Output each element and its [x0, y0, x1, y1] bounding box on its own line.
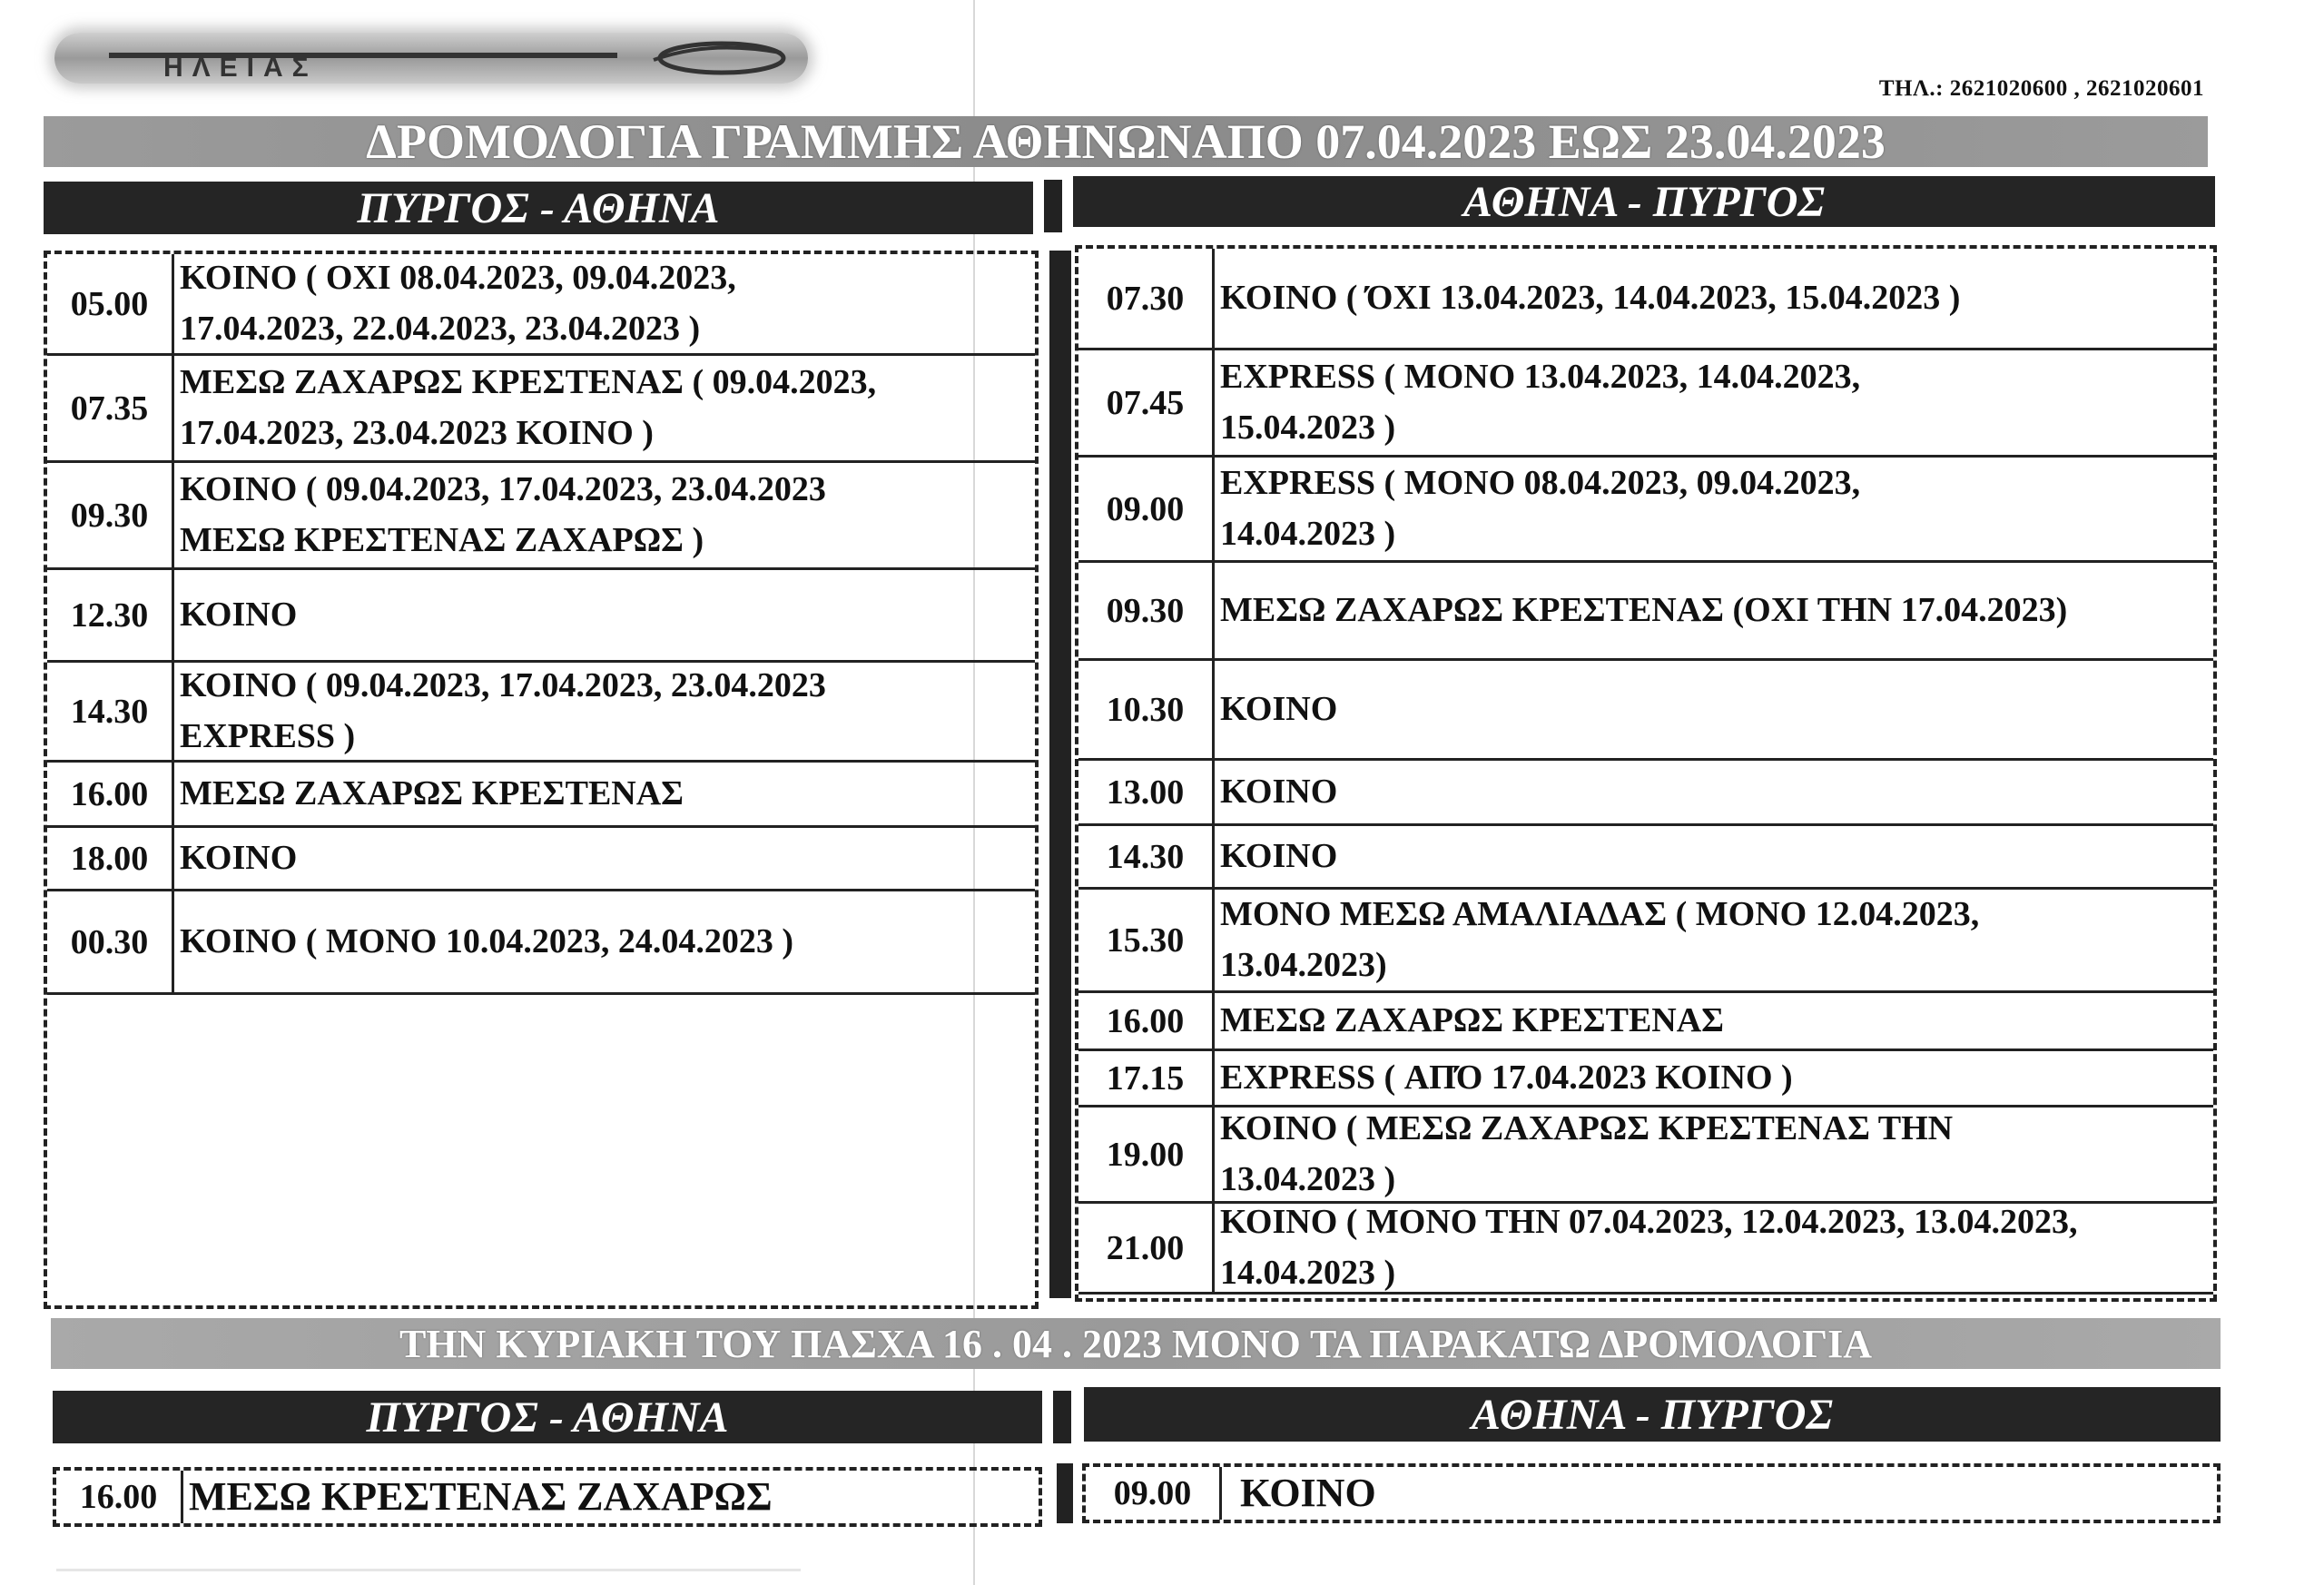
athina-pyrgos-row — [1078, 458, 2213, 563]
route-notes: ΚΟΙΝΟ ( ΜΕΣΩ ΖΑΧΑΡΩΣ ΚΡΕΣΤΕΝΑΣ ΤΗΝ 13.04.2023 ) — [1220, 1109, 1954, 1198]
departure-time: 05.00 — [47, 254, 174, 353]
easter-column-divider-top — [1053, 1391, 1071, 1443]
logo-graphic — [54, 33, 808, 84]
route-notes: EXPRESS ( ΜΟΝΟ 08.04.2023, 09.04.2023, 14.04.2023 ) — [1220, 464, 1861, 553]
easter-panel-pyrgos-athina — [53, 1467, 1042, 1527]
departure-time: 16.00 — [47, 763, 174, 825]
departure-time: 17.15 — [1078, 1051, 1215, 1105]
easter-panel-athina-pyrgos — [1082, 1463, 2221, 1523]
departure-time: 14.30 — [47, 663, 174, 760]
route-notes: ΚΟΙΝΟ ( 09.04.2023, 17.04.2023, 23.04.2023 EXPRESS ) — [180, 666, 826, 755]
schedule-list-pyrgos-athina — [47, 254, 1035, 1305]
pyrgos-athina-row — [47, 254, 1035, 356]
scan-artifact-line — [56, 1569, 801, 1571]
route-notes: ΚΟΙΝΟ — [1220, 772, 1338, 811]
route-notes: ΜΕΣΩ ΖΑΧΑΡΩΣ ΚΡΕΣΤΕΝΑΣ — [1220, 1000, 1725, 1039]
route-notes: ΚΟΙΝΟ — [1220, 836, 1338, 875]
pyrgos-athina-row — [47, 463, 1035, 570]
departure-time: 00.30 — [47, 891, 174, 992]
easter-row-athina-pyrgos — [1086, 1467, 2217, 1520]
departure-time: 16.00 — [56, 1471, 183, 1523]
departure-time: 13.00 — [1078, 761, 1215, 823]
easter-route-header-athina-pyrgos: ΑΘΗΝΑ - ΠΥΡΓΟΣ — [1084, 1387, 2221, 1442]
route-notes: ΚΟΙΝΟ ( ΟΧΙ 08.04.2023, 09.04.2023, 17.04.2023, 22.04.2023, 23.04.2023 ) — [180, 259, 736, 348]
route-notes: ΚΟΙΝΟ — [1240, 1471, 1376, 1516]
athina-pyrgos-row — [1078, 661, 2213, 761]
route-notes: ΜΕΣΩ ΖΑΧΑΡΩΣ ΚΡΕΣΤΕΝΑΣ — [180, 773, 684, 812]
schedule-title-banner: ΔΡΟΜΟΛΟΓΙΑ ΓΡΑΜΜΗΣ ΑΘΗΝΩΝΑΠΟ 07.04.2023 ΕΩΣ 23.04.2023 — [44, 116, 2208, 167]
route-notes: ΚΟΙΝΟ — [1220, 689, 1338, 728]
departure-time: 07.30 — [1078, 249, 1215, 348]
route-notes: ΜΕΣΩ ΚΡΕΣΤΕΝΑΣ ΖΑΧΑΡΩΣ — [189, 1474, 773, 1520]
athina-pyrgos-row — [1078, 993, 2213, 1051]
departure-time: 09.00 — [1086, 1467, 1222, 1520]
phone-numbers: ΤΗΛ.: 2621020600 , 2621020601 — [1878, 76, 2204, 101]
departure-time: 10.30 — [1078, 661, 1215, 758]
athina-pyrgos-row — [1078, 350, 2213, 458]
column-divider-main — [1049, 251, 1071, 1298]
schedule-list-athina-pyrgos — [1078, 249, 2213, 1298]
pyrgos-athina-row — [47, 763, 1035, 828]
route-header-pyrgos-athina: ΠΥΡΓΟΣ - ΑΘΗΝΑ — [44, 182, 1033, 234]
departure-time: 09.30 — [47, 463, 174, 567]
schedule-panel-pyrgos-athina — [44, 251, 1039, 1309]
athina-pyrgos-row — [1078, 563, 2213, 661]
departure-time: 16.00 — [1078, 993, 1215, 1048]
pyrgos-athina-row — [47, 663, 1035, 763]
route-notes: ΚΟΙΝΟ ( ΜΟΝΟ 10.04.2023, 24.04.2023 ) — [180, 921, 794, 960]
column-divider-top — [1044, 180, 1062, 232]
departure-time: 21.00 — [1078, 1204, 1215, 1292]
route-notes: EXPRESS ( ΑΠΌ 17.04.2023 ΚΟΙΝΟ ) — [1220, 1058, 1793, 1097]
route-notes: ΚΟΙΝΟ ( ΌΧΙ 13.04.2023, 14.04.2023, 15.04.2023 ) — [1220, 278, 1961, 317]
pyrgos-athina-row — [47, 891, 1035, 995]
company-logo — [54, 33, 808, 84]
route-notes: ΚΟΙΝΟ ( 09.04.2023, 17.04.2023, 23.04.2023 ΜΕΣΩ ΚΡΕΣΤΕΝΑΣ ΖΑΧΑΡΩΣ ) — [180, 470, 826, 559]
departure-time: 18.00 — [47, 828, 174, 889]
athina-pyrgos-row — [1078, 1204, 2213, 1295]
route-notes: ΜΕΣΩ ΖΑΧΑΡΩΣ ΚΡΕΣΤΕΝΑΣ ( 09.04.2023, 17.04.2023, 23.04.2023 ΚΟΙΝΟ ) — [180, 363, 877, 452]
pyrgos-athina-row — [47, 356, 1035, 463]
athina-pyrgos-row — [1078, 890, 2213, 993]
schedule-panel-athina-pyrgos — [1075, 245, 2217, 1302]
easter-row-pyrgos-athina — [56, 1471, 1039, 1523]
route-notes: EXPRESS ( ΜΟΝΟ 13.04.2023, 14.04.2023, 15.04.2023 ) — [1220, 358, 1861, 447]
route-notes: ΚΟΙΝΟ ( ΜΟΝΟ ΤΗΝ 07.04.2023, 12.04.2023, 13.04.2023, 14.04.2023 ) — [1220, 1204, 2078, 1292]
athina-pyrgos-row — [1078, 1108, 2213, 1204]
departure-time: 09.30 — [1078, 563, 1215, 658]
easter-route-header-pyrgos-athina: ΠΥΡΓΟΣ - ΑΘΗΝΑ — [53, 1391, 1042, 1443]
athina-pyrgos-row — [1078, 249, 2213, 350]
pyrgos-athina-row — [47, 570, 1035, 663]
route-header-athina-pyrgos: ΑΘΗΝΑ - ΠΥΡΓΟΣ — [1073, 176, 2215, 227]
logo-text: ΗΛΕΙΑΣ — [163, 53, 318, 83]
route-notes: ΚΟΙΝΟ — [180, 838, 298, 877]
departure-time: 07.45 — [1078, 350, 1215, 455]
athina-pyrgos-row — [1078, 1051, 2213, 1108]
athina-pyrgos-row — [1078, 761, 2213, 826]
athina-pyrgos-row — [1078, 826, 2213, 890]
departure-time: 14.30 — [1078, 826, 1215, 887]
departure-time: 19.00 — [1078, 1108, 1215, 1201]
easter-column-divider-bottom — [1057, 1463, 1073, 1523]
route-notes: ΜΕΣΩ ΖΑΧΑΡΩΣ ΚΡΕΣΤΕΝΑΣ (ΟΧΙ ΤΗΝ 17.04.2023) — [1220, 590, 2068, 629]
easter-title-banner: ΤΗΝ ΚΥΡΙΑΚΗ ΤΟΥ ΠΑΣΧΑ 16 . 04 . 2023 ΜΟΝΟ ΤΑ ΠΑΡΑΚΑΤΩ ΔΡΟΜΟΛΟΓΙΑ — [51, 1318, 2221, 1369]
departure-time: 12.30 — [47, 570, 174, 660]
pyrgos-athina-row — [47, 828, 1035, 891]
route-notes: ΜΟΝΟ ΜΕΣΩ ΑΜΑΛΙΑΔΑΣ ( ΜΟΝΟ 12.04.2023, 13.04.2023) — [1220, 895, 1980, 984]
departure-time: 15.30 — [1078, 890, 1215, 990]
route-notes: ΚΟΙΝΟ — [180, 595, 298, 634]
departure-time: 07.35 — [47, 356, 174, 460]
departure-time: 09.00 — [1078, 458, 1215, 560]
